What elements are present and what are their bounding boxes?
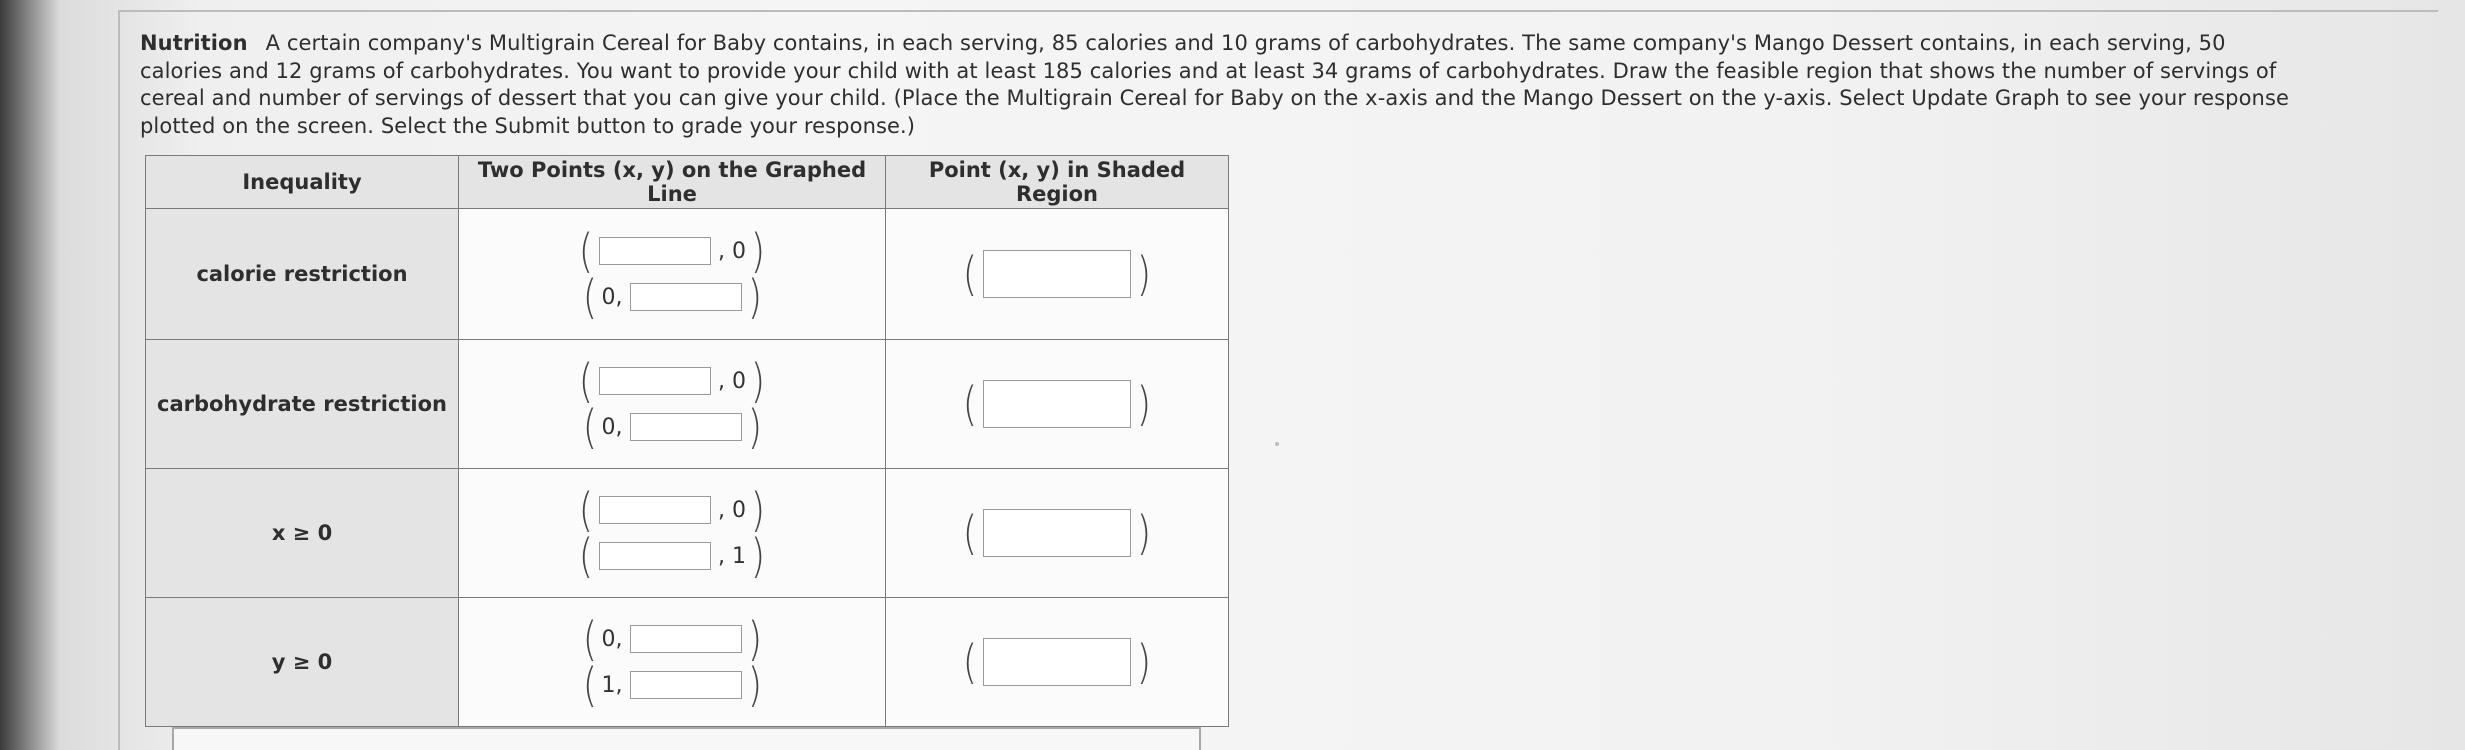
points-cell-y-nonneg: [459, 598, 886, 727]
fixed-coordinate: 1: [732, 543, 746, 569]
header-inequality: Inequality: [146, 156, 459, 209]
row-label-y-nonneg: y ≥ 0: [146, 598, 459, 727]
fixed-coordinate: 0: [732, 368, 746, 394]
table-row: [146, 469, 1229, 598]
graph-panel-edge[interactable]: [172, 727, 1201, 750]
fixed-coordinate: 0: [601, 414, 616, 440]
header-two-points: Two Points (x, y) on the Graphed Line: [459, 156, 886, 209]
xnonneg-point1-x-input[interactable]: [599, 496, 711, 524]
shaded-cell-x-nonneg: ( ): [886, 469, 1229, 598]
carb-point2-y-input[interactable]: [630, 413, 742, 441]
xnonneg-shaded-point-input[interactable]: [983, 509, 1131, 557]
ynonneg-point2-y-input[interactable]: [630, 671, 742, 699]
point-1: ( , 0 ): [578, 354, 766, 408]
calorie-shaded-point-input[interactable]: [983, 250, 1131, 298]
content-frame-left: [118, 10, 120, 750]
answer-table: [145, 155, 1229, 727]
table-row: [146, 340, 1229, 469]
shaded-cell-calorie: ( ): [886, 209, 1229, 340]
problem-text: A certain company's Multigrain Cereal for Baby contains, in each serving, 85 calories and 10 grams of carbohydrates. The same company's Mango Dessert contains, in each serving, 50 calories and 12 grams of carbohydrates. You want to provide your child with at least 185 calories and at least 34 grams of carbohydrates. Draw the feasible region that shows the number of servings of cereal and number of servings of dessert that you can give your child. (Place the Multigrain Cereal for Baby on the x-axis and the Mango Dessert on the y-axis. Select Update Graph to see your response plotted on the screen. Select the Submit button to grade your response.): [140, 31, 2290, 138]
row-label-x-nonneg: x ≥ 0: [146, 469, 459, 598]
row-label-carbohydrate: carbohydrate restriction: [146, 340, 459, 469]
points-cell-x-nonneg: [459, 469, 886, 598]
stray-dot: [1275, 442, 1279, 446]
point-2: ( 1, ): [582, 658, 762, 712]
content-frame-top: [118, 10, 2438, 12]
fixed-coordinate: 0: [732, 238, 746, 264]
point-1: ( 0, ): [582, 612, 762, 666]
problem-label: Nutrition: [140, 31, 248, 55]
point-1: ( , 0 ): [578, 224, 766, 278]
point-2: ( 0, ): [582, 400, 762, 454]
carb-point1-x-input[interactable]: [599, 367, 711, 395]
calorie-point1-x-input[interactable]: [599, 237, 711, 265]
carb-shaded-point-input[interactable]: [983, 380, 1131, 428]
point-2: ( 0, ): [582, 270, 762, 324]
table-row: [146, 598, 1229, 727]
shaded-cell-y-nonneg: ( ): [886, 598, 1229, 727]
fixed-coordinate: 0: [601, 626, 616, 652]
table-row: [146, 209, 1229, 340]
fixed-coordinate: 1: [601, 672, 616, 698]
point-1: ( , 0 ): [578, 483, 766, 537]
ynonneg-shaded-point-input[interactable]: [983, 638, 1131, 686]
points-cell-calorie: [459, 209, 886, 340]
points-cell-carbohydrate: [459, 340, 886, 469]
point-2: ( , 1 ): [578, 529, 766, 583]
problem-statement: [140, 30, 2290, 140]
shaded-cell-carbohydrate: ( ): [886, 340, 1229, 469]
calorie-point2-y-input[interactable]: [630, 283, 742, 311]
header-shaded-point: Point (x, y) in Shaded Region: [886, 156, 1229, 209]
fixed-coordinate: 0: [732, 497, 746, 523]
xnonneg-point2-x-input[interactable]: [599, 542, 711, 570]
row-label-calorie: calorie restriction: [146, 209, 459, 340]
fixed-coordinate: 0: [601, 284, 616, 310]
ynonneg-point1-y-input[interactable]: [630, 625, 742, 653]
